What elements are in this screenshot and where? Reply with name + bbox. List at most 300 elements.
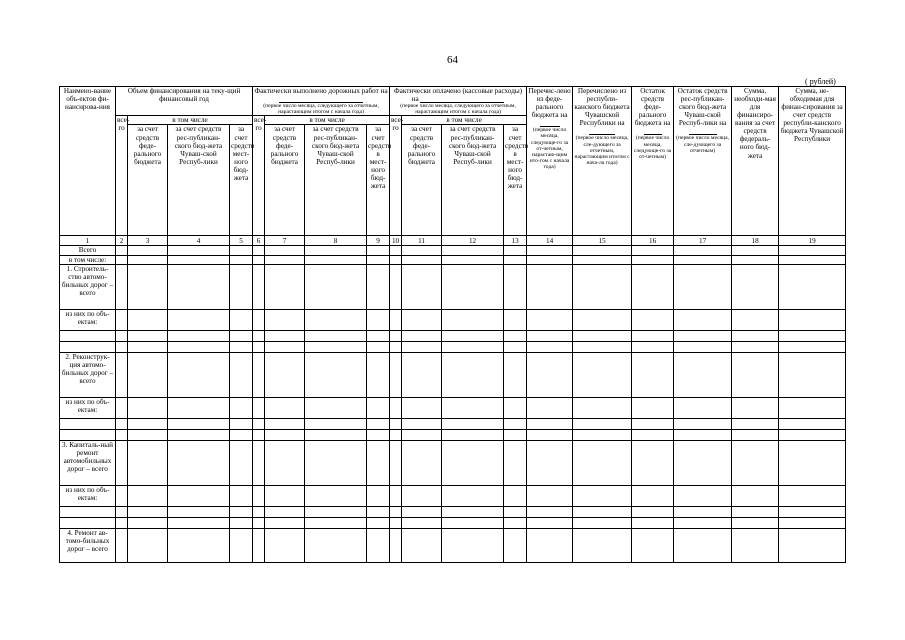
table-cell bbox=[305, 330, 367, 341]
header-col14 bbox=[527, 87, 573, 236]
table-cell bbox=[253, 341, 265, 352]
table-cell bbox=[442, 330, 504, 341]
column-number-cell: 4 bbox=[168, 236, 230, 246]
table-cell bbox=[128, 352, 168, 397]
table-cell bbox=[128, 341, 168, 352]
table-cell bbox=[230, 440, 253, 485]
table-cell bbox=[779, 528, 846, 562]
table-cell bbox=[573, 309, 632, 330]
table-cell bbox=[230, 517, 253, 528]
table-cell bbox=[732, 418, 779, 429]
table-cell bbox=[504, 440, 527, 485]
column-number-cell: 19 bbox=[779, 236, 846, 246]
table-cell bbox=[367, 440, 390, 485]
table-cell bbox=[573, 341, 632, 352]
table-cell bbox=[632, 528, 674, 562]
header-col14-title: Перечис-лено из феде-рального бюджета на bbox=[528, 87, 571, 120]
table-cell bbox=[230, 418, 253, 429]
table-cell bbox=[732, 397, 779, 418]
table-cell bbox=[390, 309, 402, 330]
header-fed: за счет средств феде-рального бюджета bbox=[128, 125, 168, 236]
table-row bbox=[60, 485, 846, 506]
table-cell bbox=[390, 429, 402, 440]
table-cell bbox=[527, 341, 573, 352]
table-cell bbox=[390, 255, 402, 264]
row-label: в том числе: bbox=[60, 255, 116, 264]
table-cell bbox=[632, 418, 674, 429]
table-cell bbox=[442, 429, 504, 440]
table-cell bbox=[732, 255, 779, 264]
header-rep: за счет средств рес-публикан-ского бюд-жета Чуваш-ской Респуб-лики bbox=[305, 125, 367, 236]
table-cell bbox=[305, 264, 367, 309]
table-cell bbox=[527, 309, 573, 330]
table-cell bbox=[674, 506, 732, 517]
table-cell bbox=[573, 246, 632, 255]
table-cell bbox=[168, 255, 230, 264]
column-number-cell: 7 bbox=[265, 236, 305, 246]
table-cell bbox=[230, 264, 253, 309]
table-cell bbox=[230, 429, 253, 440]
header-paid-note: (первое число месяца, следующего за отчетным, нарастающим итогом с начала года) bbox=[400, 103, 516, 116]
table-cell bbox=[230, 341, 253, 352]
table-cell bbox=[116, 440, 128, 485]
column-number-cell: 13 bbox=[504, 236, 527, 246]
row-label bbox=[60, 506, 116, 517]
table-row bbox=[60, 352, 846, 397]
header-incl: в том числе bbox=[128, 116, 253, 125]
row-label: 4. Ремонт ав-томо-бильных дорог – всего bbox=[60, 528, 116, 562]
column-numbers-row bbox=[60, 236, 846, 246]
header-loc: за счет средств в мест-ного бюд-жета bbox=[504, 125, 527, 236]
table-cell bbox=[402, 264, 442, 309]
table-cell bbox=[253, 309, 265, 330]
table-cell bbox=[504, 330, 527, 341]
header-col18: Сумма, необходи-мая для финансиро-вания за счет средств федераль-ного бюд-жета bbox=[732, 87, 779, 236]
table-cell bbox=[674, 528, 732, 562]
table-cell bbox=[732, 485, 779, 506]
table-cell bbox=[390, 528, 402, 562]
table-cell bbox=[230, 506, 253, 517]
table-cell bbox=[367, 418, 390, 429]
column-number-cell: 10 bbox=[390, 236, 402, 246]
table-cell bbox=[168, 264, 230, 309]
header-col14-note: (первое число месяца, следующе-го за от-четным, нарастаю-щим ито-гом с начала года) bbox=[529, 127, 570, 171]
table-cell bbox=[573, 255, 632, 264]
table-cell bbox=[674, 440, 732, 485]
table-cell bbox=[253, 352, 265, 397]
table-cell bbox=[390, 246, 402, 255]
header-col15-note: (первое число месяца, сле-дующего за отчетным, нарастающим итогом с нача-ла года) bbox=[574, 135, 630, 166]
table-cell bbox=[527, 330, 573, 341]
table-cell bbox=[367, 528, 390, 562]
table-cell bbox=[442, 341, 504, 352]
header-volume-title: Объем финансирования на теку-щий финансовый год bbox=[127, 87, 241, 104]
table-cell bbox=[779, 255, 846, 264]
table-row bbox=[60, 264, 846, 309]
header-col19: Сумма, не-обходимая для финан-сирования за счет средств республи-канского бюджета Чувашской Республики bbox=[779, 87, 846, 236]
table-cell bbox=[632, 352, 674, 397]
table-cell bbox=[168, 528, 230, 562]
table-cell bbox=[674, 341, 732, 352]
table-cell bbox=[265, 397, 305, 418]
table-cell bbox=[168, 485, 230, 506]
table-cell bbox=[632, 330, 674, 341]
header-done-title: Фактически выполнено дорожных работ на bbox=[254, 87, 388, 95]
table-cell bbox=[168, 309, 230, 330]
table-cell bbox=[305, 255, 367, 264]
table-cell bbox=[116, 352, 128, 397]
column-number-cell: 2 bbox=[116, 236, 128, 246]
table-cell bbox=[402, 528, 442, 562]
table-cell bbox=[128, 506, 168, 517]
table-cell bbox=[265, 485, 305, 506]
table-cell bbox=[253, 440, 265, 485]
table-cell bbox=[527, 255, 573, 264]
table-cell bbox=[573, 440, 632, 485]
table-cell bbox=[402, 485, 442, 506]
table-cell bbox=[442, 397, 504, 418]
table-row bbox=[60, 309, 846, 330]
row-label: 3. Капиталь-ный ремонт автомобильных дорог – всего bbox=[60, 440, 116, 485]
table-cell bbox=[632, 246, 674, 255]
table-cell bbox=[442, 246, 504, 255]
table-cell bbox=[573, 418, 632, 429]
table-cell bbox=[779, 309, 846, 330]
table-cell bbox=[504, 429, 527, 440]
table-cell bbox=[265, 341, 305, 352]
column-number-cell: 1 bbox=[60, 236, 116, 246]
table-cell bbox=[390, 440, 402, 485]
header-done-group bbox=[253, 87, 390, 116]
column-number-cell: 3 bbox=[128, 236, 168, 246]
table-cell bbox=[168, 517, 230, 528]
table-cell bbox=[402, 517, 442, 528]
column-number-cell: 6 bbox=[253, 236, 265, 246]
table-cell bbox=[674, 517, 732, 528]
table-cell bbox=[732, 506, 779, 517]
table-row bbox=[60, 429, 846, 440]
table-cell bbox=[527, 506, 573, 517]
table-cell bbox=[390, 330, 402, 341]
table-cell bbox=[442, 506, 504, 517]
table-cell bbox=[116, 255, 128, 264]
table-cell bbox=[230, 352, 253, 397]
table-cell bbox=[265, 418, 305, 429]
header-object-name: Наимено-вание объ-ектов фи-нансирова-ния bbox=[60, 87, 116, 236]
table-cell bbox=[732, 264, 779, 309]
table-cell bbox=[367, 255, 390, 264]
table-cell bbox=[732, 352, 779, 397]
table-row bbox=[60, 506, 846, 517]
table-cell bbox=[390, 517, 402, 528]
table-cell bbox=[265, 506, 305, 517]
table-cell bbox=[674, 485, 732, 506]
table-cell bbox=[402, 506, 442, 517]
column-number-cell: 11 bbox=[402, 236, 442, 246]
table-cell bbox=[305, 352, 367, 397]
table-row bbox=[60, 528, 846, 562]
table-cell bbox=[128, 264, 168, 309]
table-cell bbox=[504, 528, 527, 562]
table-cell bbox=[253, 330, 265, 341]
table-cell bbox=[128, 429, 168, 440]
table-cell bbox=[390, 418, 402, 429]
table-cell bbox=[442, 255, 504, 264]
table-cell bbox=[674, 418, 732, 429]
table-cell bbox=[367, 352, 390, 397]
header-paid-group bbox=[390, 87, 527, 116]
table-cell bbox=[402, 418, 442, 429]
table-cell bbox=[732, 517, 779, 528]
table-cell bbox=[402, 255, 442, 264]
table-cell bbox=[732, 429, 779, 440]
row-label bbox=[60, 330, 116, 341]
table-cell bbox=[253, 485, 265, 506]
table-cell bbox=[573, 352, 632, 397]
table-cell bbox=[632, 255, 674, 264]
table-cell bbox=[674, 309, 732, 330]
header-rep: за счет средств рес-публикан-ского бюд-жета Чуваш-ской Респуб-лики bbox=[442, 125, 504, 236]
table-cell bbox=[265, 528, 305, 562]
column-number-cell: 18 bbox=[732, 236, 779, 246]
table-cell bbox=[367, 330, 390, 341]
table-cell bbox=[632, 429, 674, 440]
table-cell bbox=[504, 264, 527, 309]
table-cell bbox=[253, 418, 265, 429]
table-cell bbox=[265, 330, 305, 341]
table-cell bbox=[367, 309, 390, 330]
table-cell bbox=[230, 330, 253, 341]
table-cell bbox=[265, 255, 305, 264]
table-cell bbox=[674, 255, 732, 264]
table-cell bbox=[527, 485, 573, 506]
table-cell bbox=[573, 264, 632, 309]
table-cell bbox=[265, 264, 305, 309]
table-cell bbox=[779, 397, 846, 418]
table-cell bbox=[732, 341, 779, 352]
table-cell bbox=[442, 352, 504, 397]
row-label bbox=[60, 418, 116, 429]
table-cell bbox=[632, 264, 674, 309]
table-cell bbox=[504, 506, 527, 517]
table-cell bbox=[390, 485, 402, 506]
table-cell bbox=[442, 440, 504, 485]
table-cell bbox=[305, 309, 367, 330]
header-fed: за счет средств феде-рального бюджета bbox=[265, 125, 305, 236]
table-row bbox=[60, 330, 846, 341]
header-paid-title: Фактически оплачено (кассовые расходы) на bbox=[393, 87, 523, 104]
table-row bbox=[60, 341, 846, 352]
table-cell bbox=[128, 517, 168, 528]
row-label: из них по объ-ектам: bbox=[60, 485, 116, 506]
table-cell bbox=[632, 309, 674, 330]
table-cell bbox=[527, 418, 573, 429]
table-cell bbox=[390, 506, 402, 517]
table-cell bbox=[732, 246, 779, 255]
table-cell bbox=[442, 517, 504, 528]
table-cell bbox=[305, 429, 367, 440]
table-cell bbox=[128, 330, 168, 341]
header-rep: за счет средств рес-публикан-ского бюд-жета Чуваш-ской Респуб-лики bbox=[168, 125, 230, 236]
table-cell bbox=[265, 352, 305, 397]
table-cell bbox=[305, 246, 367, 255]
table-cell bbox=[573, 528, 632, 562]
table-cell bbox=[367, 517, 390, 528]
table-cell bbox=[265, 517, 305, 528]
table-cell bbox=[116, 517, 128, 528]
table-cell bbox=[573, 506, 632, 517]
table-cell bbox=[116, 397, 128, 418]
table-cell bbox=[527, 397, 573, 418]
table-cell bbox=[402, 352, 442, 397]
table-cell bbox=[732, 330, 779, 341]
table-cell bbox=[128, 485, 168, 506]
table-cell bbox=[504, 309, 527, 330]
table-cell bbox=[128, 246, 168, 255]
table-cell bbox=[390, 397, 402, 418]
table-row bbox=[60, 440, 846, 485]
table-cell bbox=[230, 485, 253, 506]
row-label bbox=[60, 341, 116, 352]
table-cell bbox=[779, 440, 846, 485]
table-cell bbox=[527, 246, 573, 255]
table-cell bbox=[265, 440, 305, 485]
table-cell bbox=[402, 246, 442, 255]
table-cell bbox=[128, 309, 168, 330]
table-cell bbox=[116, 418, 128, 429]
header-loc: за счет средств в мест-ного бюд-жета bbox=[367, 125, 390, 236]
table-cell bbox=[367, 429, 390, 440]
table-cell bbox=[116, 528, 128, 562]
table-cell bbox=[442, 264, 504, 309]
header-col16 bbox=[632, 87, 674, 236]
table-cell bbox=[168, 506, 230, 517]
table-cell bbox=[128, 528, 168, 562]
header-col16-note: (первое число месяца, следующе-го за от-четным) bbox=[633, 135, 672, 160]
table-cell bbox=[632, 485, 674, 506]
column-number-cell: 16 bbox=[632, 236, 674, 246]
table-cell bbox=[527, 517, 573, 528]
table-cell bbox=[367, 246, 390, 255]
table-cell bbox=[168, 341, 230, 352]
table-cell bbox=[442, 418, 504, 429]
table-cell bbox=[305, 506, 367, 517]
table-cell bbox=[253, 506, 265, 517]
table-cell bbox=[230, 246, 253, 255]
table-cell bbox=[732, 528, 779, 562]
units-label: ( рублей) bbox=[805, 77, 836, 86]
table-cell bbox=[674, 352, 732, 397]
table-cell bbox=[732, 440, 779, 485]
table-cell bbox=[265, 429, 305, 440]
table-cell bbox=[402, 309, 442, 330]
table-cell bbox=[253, 429, 265, 440]
header-volume-group bbox=[116, 87, 253, 116]
table-cell bbox=[116, 330, 128, 341]
table-cell bbox=[253, 255, 265, 264]
table-cell bbox=[128, 440, 168, 485]
header-col17-title: Остаток средств рес-публикан-ского бюд-жета Чуваш-ской Респуб-лики на bbox=[677, 87, 728, 128]
table-cell bbox=[230, 255, 253, 264]
header-total: все-го bbox=[116, 116, 128, 236]
table-cell bbox=[305, 485, 367, 506]
table-cell bbox=[674, 397, 732, 418]
table-cell bbox=[527, 352, 573, 397]
table-cell bbox=[230, 309, 253, 330]
row-label: из них по объ-ектам: bbox=[60, 309, 116, 330]
row-label: из них по объ-ектам: bbox=[60, 397, 116, 418]
table-cell bbox=[442, 309, 504, 330]
table-cell bbox=[632, 517, 674, 528]
table-cell bbox=[504, 485, 527, 506]
row-label: 2. Реконструк-ция автомо-бильных дорог – всего bbox=[60, 352, 116, 397]
table-cell bbox=[504, 397, 527, 418]
table-cell bbox=[253, 264, 265, 309]
table-cell bbox=[116, 246, 128, 255]
page-number: 64 bbox=[447, 54, 458, 66]
table-cell bbox=[253, 397, 265, 418]
table-cell bbox=[168, 440, 230, 485]
table-cell bbox=[253, 517, 265, 528]
table-cell bbox=[779, 264, 846, 309]
table-cell bbox=[632, 506, 674, 517]
table-cell bbox=[367, 506, 390, 517]
table-cell bbox=[573, 485, 632, 506]
table-cell bbox=[779, 341, 846, 352]
table-cell bbox=[573, 517, 632, 528]
table-cell bbox=[230, 397, 253, 418]
table-cell bbox=[779, 485, 846, 506]
table-cell bbox=[367, 397, 390, 418]
table-cell bbox=[527, 440, 573, 485]
table-cell bbox=[527, 528, 573, 562]
table-cell bbox=[367, 264, 390, 309]
header-incl: в том числе bbox=[265, 116, 390, 125]
table-cell bbox=[527, 429, 573, 440]
table-cell bbox=[779, 517, 846, 528]
header-loc: за счет средств мест-ного бюд-жета bbox=[230, 125, 253, 236]
column-number-cell: 17 bbox=[674, 236, 732, 246]
table-cell bbox=[674, 246, 732, 255]
table-row bbox=[60, 255, 846, 264]
table-cell bbox=[390, 352, 402, 397]
table-cell bbox=[116, 429, 128, 440]
header-fed: за счет средств феде-рального бюджета bbox=[402, 125, 442, 236]
row-label: 1. Строитель-ство автомо-бильных дорог – всего bbox=[60, 264, 116, 309]
table-cell bbox=[674, 429, 732, 440]
financing-report-table bbox=[59, 86, 846, 563]
table-cell bbox=[253, 528, 265, 562]
table-cell bbox=[116, 309, 128, 330]
table-cell bbox=[504, 255, 527, 264]
table-cell bbox=[573, 397, 632, 418]
table-cell bbox=[168, 418, 230, 429]
header-col17 bbox=[674, 87, 732, 236]
column-number-cell: 12 bbox=[442, 236, 504, 246]
table-cell bbox=[402, 341, 442, 352]
table-cell bbox=[674, 330, 732, 341]
column-number-cell: 15 bbox=[573, 236, 632, 246]
header-row-groups bbox=[60, 87, 846, 116]
table-cell bbox=[168, 397, 230, 418]
table-cell bbox=[504, 341, 527, 352]
table-cell bbox=[168, 246, 230, 255]
table-cell bbox=[116, 264, 128, 309]
table-cell bbox=[573, 429, 632, 440]
header-col17-note: (первое число месяца, сле-дующего за отчетным) bbox=[676, 135, 729, 154]
table-cell bbox=[779, 506, 846, 517]
table-cell bbox=[674, 264, 732, 309]
